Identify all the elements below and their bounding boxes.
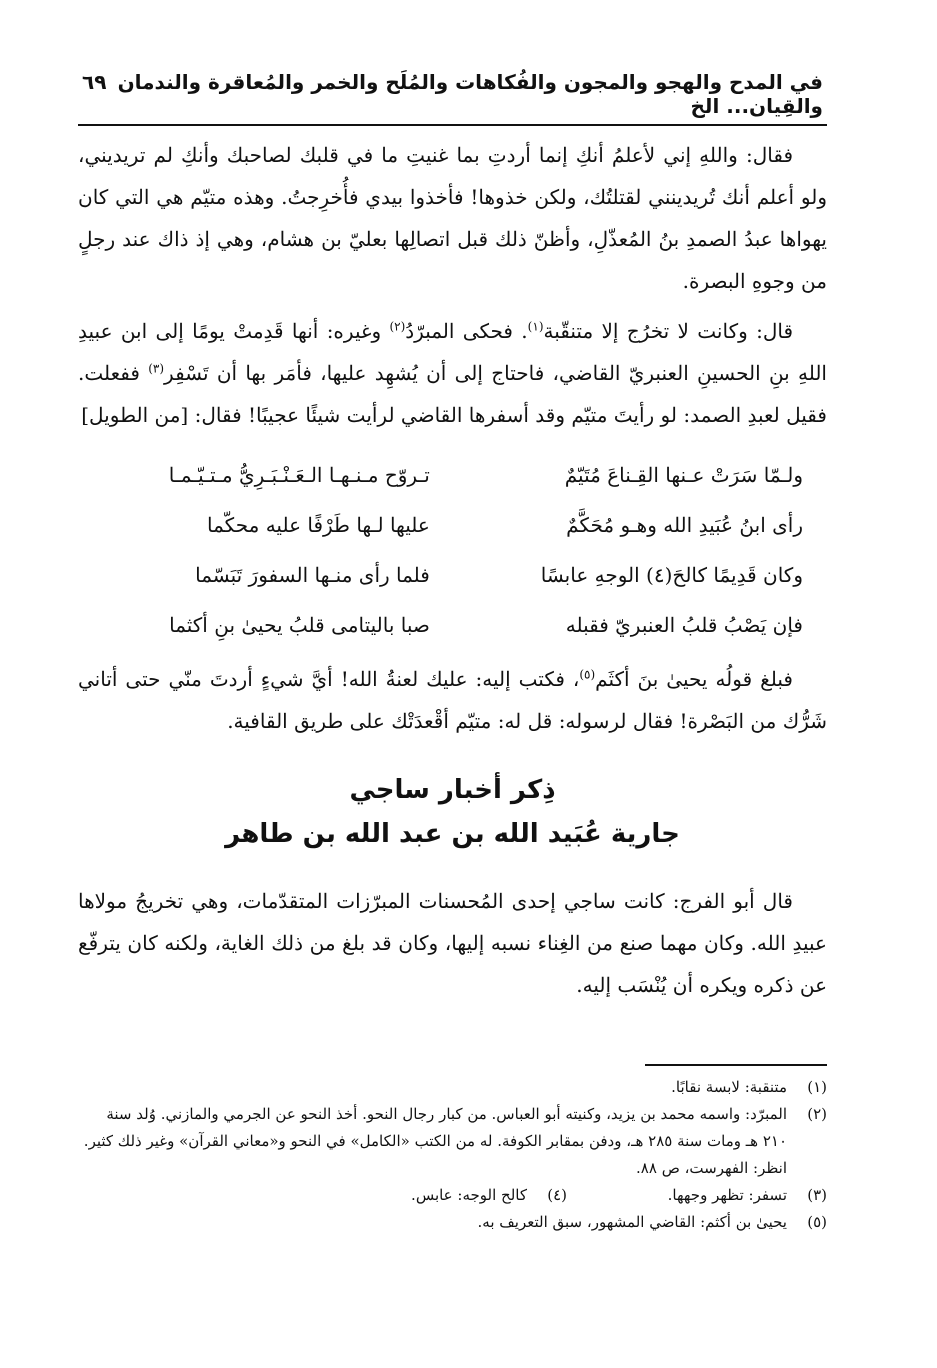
running-title: في المدح والهجو والمجون والفُكاهات والمُلَح والخمر والمُعاقرة والندمان والقِيان... الخ	[117, 70, 823, 118]
paragraph-3-text-b: ، فكتب إليه: عليك لعنةُ الله! أيَّ شيءٍ أردتَ منّي حتى أتاني شَرُّك من البَصْرة! فقال لرسوله: قل له: متيّم أقْعدَتْك على طريق القافية.	[78, 667, 827, 733]
footnote-3	[567, 1182, 827, 1209]
footnote-text: المبرّد: واسمه محمد بن يزيد، وكنيته أبو العباس. من كبار رجال النحو. أخذ النحو عن الجرمي والمازني. وُلد سنة ٢١٠ هـ ومات سنة ٢٨٥ هـ، ودفن بمقابر الكوفة. له من الكتب «الكامل» في النحو و«معاني القرآن» وغير ذلك كثير. انظر: الفهرست، ص ٨٨.	[83, 1105, 787, 1177]
paragraph-1	[78, 134, 827, 302]
footnote-2	[78, 1101, 827, 1182]
verse-right-hemistich: ولـمّا سَرَتْ عـنها القِـناعَ مُتَيّمٌ	[564, 463, 803, 487]
footnote-text: يحيىٰ بن أكثم: القاضي المشهور، سبق التعريف به.	[477, 1213, 787, 1231]
footnote-number: (١)	[807, 1078, 827, 1096]
paragraph-2-text-b: . فحكى المبرّدُ	[405, 319, 528, 343]
paragraph-2	[78, 310, 827, 436]
verse-left-hemistich: تـروّح مـنـهـا الـعَـنْـبَـرِيُّ مـتـيّـمـا	[168, 463, 430, 487]
footnote-number: (٢)	[807, 1105, 827, 1123]
verse-right-hemistich: فإن يَصْبُ قلبُ العنبريّ فقبله	[565, 613, 803, 637]
footnote-text: تسفر: تظهر وجهها.	[667, 1186, 787, 1204]
poem	[78, 450, 827, 650]
footnote-divider	[645, 1064, 827, 1066]
verse-left-hemistich: صبا باليتامى قلبُ يحيىٰ بنِ أكثما	[169, 613, 430, 637]
verse-left-hemistich: فلما رأى منـها السفورَ تَبَسّما	[195, 563, 430, 587]
verse-line	[78, 600, 827, 650]
footnote-number: (٥)	[807, 1213, 827, 1231]
paragraph-3-text-a: فبلغ قولُه يحيىٰ بنَ أكثَم	[595, 667, 793, 691]
footnote-ref-2[interactable]: (٢)	[389, 319, 406, 334]
paragraph-1-text: فقال: واللهِ إني لأعلمُ أنكِ إنما أردتِ بما غنيتِ ما في قلبك لصاحبك وأنكِ لم تريديني، ولو أعلم أنك تُريدينني لقتلتُك، ولكن خذوها! فأخذوا بيدي فأُخرِجتُ. وهذه متيّم هي التي كان يهواها عبدُ الصمدِ بنُ المُعذّلِ، وأظنّ ذلك قبل اتصالِها بعليّ بن هشام، وهي إذ ذاك عند رجلٍ من وجوهِ البصرة.	[78, 143, 827, 293]
footnote-ref-5[interactable]: (٥)	[579, 667, 596, 682]
footnote-4	[307, 1182, 567, 1209]
paragraph-4	[78, 880, 827, 1006]
paragraph-2-text-a: قال: وكانت لا تخرُج إلا متنقّبة	[543, 319, 793, 343]
footnotes	[78, 1074, 827, 1236]
page-number: ٦٩	[82, 70, 107, 94]
footnote-ref-1[interactable]: (١)	[527, 319, 544, 334]
section-title-line-2: جارية عُبَيد الله بن عبد الله بن طاهر	[225, 819, 680, 849]
paragraph-2-text-c: وغيره: أنها قَدِمتْ يومًا إلى ابن عبيدِ اللهِ بنِ الحسينِ العنبريّ القاضي، فاحتاج إلى أن يُشهِد عليها، فأمَر بها أن تَسْفِر	[78, 319, 827, 385]
footnote-number: (٣)	[807, 1186, 827, 1204]
verse-right-hemistich: رأى ابنُ عُبَيدِ الله وهـو مُحَكَّمٌ	[566, 513, 803, 537]
verse-line	[78, 550, 827, 600]
footnote-1	[78, 1074, 827, 1101]
footnote-text: متنقبة: لابسة نقابًا.	[671, 1078, 787, 1096]
footnote-pair	[78, 1182, 827, 1209]
verse-line	[78, 450, 827, 500]
footnote-5	[78, 1209, 827, 1236]
paragraph-2-text-d: ففعلت. فقيل لعبدِ الصمد: لو رأيتَ متيّم وقد أسفرها القاضي لرأيت شيئًا عجيبًا! فقال:	[78, 361, 827, 427]
running-header	[78, 70, 827, 126]
verse-left-hemistich: عليها لـها طَرْفًا عليه محكّما	[207, 513, 430, 537]
footnote-number: (٤)	[547, 1186, 567, 1204]
paragraph-3	[78, 658, 827, 742]
footnote-ref-3[interactable]: (٣)	[148, 361, 165, 376]
paragraph-4-text: قال أبو الفرج: كانت ساجي إحدى المُحسنات المبرّزات المتقدّمات، وهي تخريجُ مولاها عبيدِ الله. وكان مهما صنع من الغِناء نسبه إليها، وكان قد بلغ من ذلك الغاية، ولكنه كان يترفّع عن ذكره ويكره أن يُنْسَب إليه.	[78, 889, 827, 997]
verse-right-hemistich: وكان قَدِيمًا كالحَ(٤) الوجهِ عابسًا	[540, 563, 803, 587]
section-heading	[78, 768, 827, 856]
verse-meter-label: [من الطويل]	[81, 403, 189, 427]
verse-line	[78, 500, 827, 550]
section-title-line-1: ذِكر أخبار ساجي	[349, 775, 556, 805]
footnote-text: كالح الوجه: عابس.	[411, 1186, 527, 1204]
